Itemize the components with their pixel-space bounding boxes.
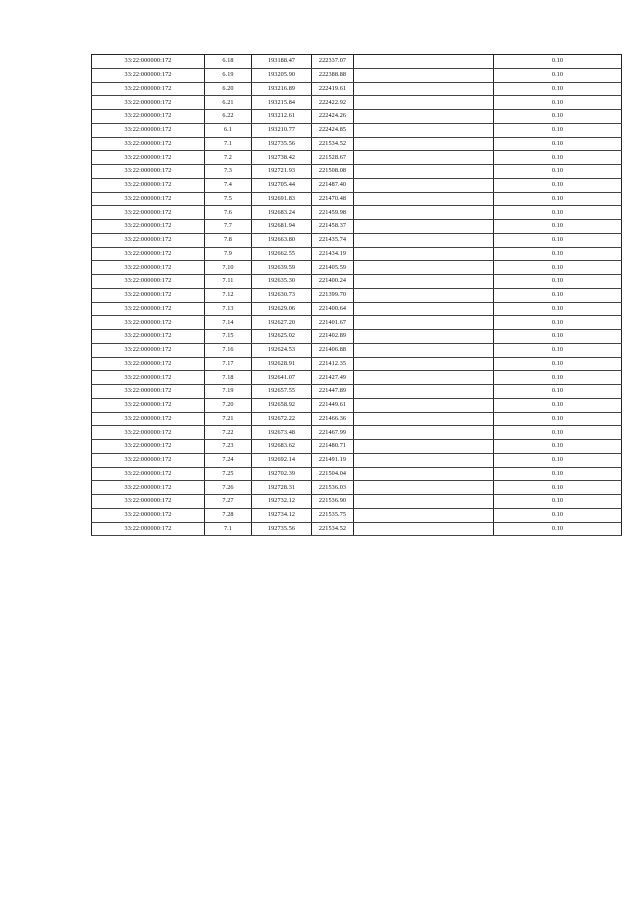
table-row — [92, 481, 622, 495]
point-number-cell: 7.16 — [205, 343, 252, 357]
x-coordinate-cell: 192692.14 — [252, 453, 312, 467]
accuracy-value-cell: 0.10 — [494, 426, 622, 440]
point-number-cell: 7.24 — [205, 453, 252, 467]
cadastral-number-cell: 33:22:000000:172 — [92, 288, 205, 302]
empty-cell — [354, 151, 494, 165]
point-number-cell: 6.21 — [205, 96, 252, 110]
table-row — [92, 233, 622, 247]
y-coordinate-cell: 221434.19 — [312, 247, 354, 261]
empty-cell — [354, 522, 494, 536]
empty-cell — [354, 467, 494, 481]
cadastral-number-cell: 33:22:000000:172 — [92, 275, 205, 289]
table-row — [92, 165, 622, 179]
empty-cell — [354, 110, 494, 124]
coordinates-table — [91, 54, 622, 536]
table-row — [92, 247, 622, 261]
x-coordinate-cell: 192662.55 — [252, 247, 312, 261]
y-coordinate-cell: 221400.64 — [312, 302, 354, 316]
empty-cell — [354, 316, 494, 330]
accuracy-value-cell: 0.10 — [494, 206, 622, 220]
table-row — [92, 453, 622, 467]
x-coordinate-cell: 192641.07 — [252, 371, 312, 385]
point-number-cell: 7.1 — [205, 137, 252, 151]
accuracy-value-cell: 0.10 — [494, 247, 622, 261]
cadastral-number-cell: 33:22:000000:172 — [92, 357, 205, 371]
cadastral-number-cell: 33:22:000000:172 — [92, 123, 205, 137]
point-number-cell: 7.13 — [205, 302, 252, 316]
cadastral-number-cell: 33:22:000000:172 — [92, 206, 205, 220]
x-coordinate-cell: 192627.20 — [252, 316, 312, 330]
accuracy-value-cell: 0.10 — [494, 481, 622, 495]
table-row — [92, 426, 622, 440]
accuracy-value-cell: 0.10 — [494, 316, 622, 330]
cadastral-number-cell: 33:22:000000:172 — [92, 137, 205, 151]
y-coordinate-cell: 222424.26 — [312, 110, 354, 124]
point-number-cell: 7.17 — [205, 357, 252, 371]
point-number-cell: 6.22 — [205, 110, 252, 124]
empty-cell — [354, 343, 494, 357]
accuracy-value-cell: 0.10 — [494, 385, 622, 399]
accuracy-value-cell: 0.10 — [494, 522, 622, 536]
accuracy-value-cell: 0.10 — [494, 137, 622, 151]
x-coordinate-cell: 192630.73 — [252, 288, 312, 302]
x-coordinate-cell: 192625.02 — [252, 330, 312, 344]
cadastral-number-cell: 33:22:000000:172 — [92, 343, 205, 357]
table-row — [92, 371, 622, 385]
point-number-cell: 7.18 — [205, 371, 252, 385]
y-coordinate-cell: 221412.35 — [312, 357, 354, 371]
y-coordinate-cell: 221427.49 — [312, 371, 354, 385]
point-number-cell: 7.12 — [205, 288, 252, 302]
x-coordinate-cell: 192663.80 — [252, 233, 312, 247]
y-coordinate-cell: 222422.92 — [312, 96, 354, 110]
accuracy-value-cell: 0.10 — [494, 467, 622, 481]
table-row — [92, 495, 622, 509]
y-coordinate-cell: 222337.07 — [312, 55, 354, 69]
point-number-cell: 7.7 — [205, 220, 252, 234]
empty-cell — [354, 68, 494, 82]
x-coordinate-cell: 192738.42 — [252, 151, 312, 165]
empty-cell — [354, 371, 494, 385]
x-coordinate-cell: 192658.92 — [252, 398, 312, 412]
accuracy-value-cell: 0.10 — [494, 440, 622, 454]
point-number-cell: 7.2 — [205, 151, 252, 165]
cadastral-number-cell: 33:22:000000:172 — [92, 110, 205, 124]
cadastral-number-cell: 33:22:000000:172 — [92, 68, 205, 82]
table-row — [92, 55, 622, 69]
empty-cell — [354, 206, 494, 220]
cadastral-number-cell: 33:22:000000:172 — [92, 508, 205, 522]
table-row — [92, 398, 622, 412]
x-coordinate-cell: 192624.53 — [252, 343, 312, 357]
y-coordinate-cell: 221400.24 — [312, 275, 354, 289]
table-row — [92, 330, 622, 344]
empty-cell — [354, 220, 494, 234]
accuracy-value-cell: 0.10 — [494, 123, 622, 137]
y-coordinate-cell: 221399.70 — [312, 288, 354, 302]
table-row — [92, 343, 622, 357]
empty-cell — [354, 261, 494, 275]
accuracy-value-cell: 0.10 — [494, 343, 622, 357]
empty-cell — [354, 275, 494, 289]
cadastral-number-cell: 33:22:000000:172 — [92, 233, 205, 247]
empty-cell — [354, 398, 494, 412]
cadastral-number-cell: 33:22:000000:172 — [92, 165, 205, 179]
empty-cell — [354, 288, 494, 302]
y-coordinate-cell: 221467.99 — [312, 426, 354, 440]
x-coordinate-cell: 192702.39 — [252, 467, 312, 481]
empty-cell — [354, 96, 494, 110]
accuracy-value-cell: 0.10 — [494, 96, 622, 110]
table-row — [92, 206, 622, 220]
y-coordinate-cell: 221491.19 — [312, 453, 354, 467]
table-row — [92, 275, 622, 289]
y-coordinate-cell: 221504.04 — [312, 467, 354, 481]
empty-cell — [354, 440, 494, 454]
empty-cell — [354, 123, 494, 137]
y-coordinate-cell: 221480.71 — [312, 440, 354, 454]
y-coordinate-cell: 222388.88 — [312, 68, 354, 82]
empty-cell — [354, 82, 494, 96]
cadastral-number-cell: 33:22:000000:172 — [92, 371, 205, 385]
y-coordinate-cell: 221449.61 — [312, 398, 354, 412]
y-coordinate-cell: 221405.59 — [312, 261, 354, 275]
cadastral-number-cell: 33:22:000000:172 — [92, 55, 205, 69]
accuracy-value-cell: 0.10 — [494, 495, 622, 509]
y-coordinate-cell: 221470.48 — [312, 192, 354, 206]
point-number-cell: 7.15 — [205, 330, 252, 344]
cadastral-number-cell: 33:22:000000:172 — [92, 261, 205, 275]
point-number-cell: 7.28 — [205, 508, 252, 522]
y-coordinate-cell: 221458.37 — [312, 220, 354, 234]
accuracy-value-cell: 0.10 — [494, 288, 622, 302]
table-row — [92, 522, 622, 536]
point-number-cell: 7.22 — [205, 426, 252, 440]
cadastral-number-cell: 33:22:000000:172 — [92, 330, 205, 344]
accuracy-value-cell: 0.10 — [494, 165, 622, 179]
x-coordinate-cell: 192673.48 — [252, 426, 312, 440]
y-coordinate-cell: 221534.52 — [312, 522, 354, 536]
x-coordinate-cell: 193215.84 — [252, 96, 312, 110]
cadastral-number-cell: 33:22:000000:172 — [92, 302, 205, 316]
point-number-cell: 7.3 — [205, 165, 252, 179]
x-coordinate-cell: 192683.62 — [252, 440, 312, 454]
cadastral-number-cell: 33:22:000000:172 — [92, 481, 205, 495]
cadastral-number-cell: 33:22:000000:172 — [92, 495, 205, 509]
point-number-cell: 7.20 — [205, 398, 252, 412]
x-coordinate-cell: 193212.61 — [252, 110, 312, 124]
table-row — [92, 96, 622, 110]
y-coordinate-cell: 221528.67 — [312, 151, 354, 165]
x-coordinate-cell: 192683.24 — [252, 206, 312, 220]
point-number-cell: 7.21 — [205, 412, 252, 426]
table-row — [92, 261, 622, 275]
accuracy-value-cell: 0.10 — [494, 220, 622, 234]
accuracy-value-cell: 0.10 — [494, 398, 622, 412]
table-row — [92, 192, 622, 206]
accuracy-value-cell: 0.10 — [494, 412, 622, 426]
table-row — [92, 220, 622, 234]
empty-cell — [354, 453, 494, 467]
empty-cell — [354, 302, 494, 316]
empty-cell — [354, 192, 494, 206]
y-coordinate-cell: 222419.61 — [312, 82, 354, 96]
cadastral-number-cell: 33:22:000000:172 — [92, 192, 205, 206]
accuracy-value-cell: 0.10 — [494, 453, 622, 467]
point-number-cell: 7.10 — [205, 261, 252, 275]
coordinates-table-body — [92, 55, 622, 536]
empty-cell — [354, 247, 494, 261]
empty-cell — [354, 426, 494, 440]
point-number-cell: 7.1 — [205, 522, 252, 536]
cadastral-number-cell: 33:22:000000:172 — [92, 440, 205, 454]
cadastral-number-cell: 33:22:000000:172 — [92, 453, 205, 467]
cadastral-number-cell: 33:22:000000:172 — [92, 96, 205, 110]
empty-cell — [354, 165, 494, 179]
empty-cell — [354, 233, 494, 247]
x-coordinate-cell: 192721.93 — [252, 165, 312, 179]
accuracy-value-cell: 0.10 — [494, 330, 622, 344]
y-coordinate-cell: 222424.85 — [312, 123, 354, 137]
table-row — [92, 82, 622, 96]
point-number-cell: 7.14 — [205, 316, 252, 330]
point-number-cell: 7.8 — [205, 233, 252, 247]
cadastral-number-cell: 33:22:000000:172 — [92, 151, 205, 165]
accuracy-value-cell: 0.10 — [494, 151, 622, 165]
x-coordinate-cell: 193205.90 — [252, 68, 312, 82]
x-coordinate-cell: 192629.06 — [252, 302, 312, 316]
cadastral-number-cell: 33:22:000000:172 — [92, 82, 205, 96]
empty-cell — [354, 137, 494, 151]
y-coordinate-cell: 221534.52 — [312, 137, 354, 151]
table-row — [92, 467, 622, 481]
x-coordinate-cell: 192657.55 — [252, 385, 312, 399]
point-number-cell: 7.11 — [205, 275, 252, 289]
y-coordinate-cell: 221487.40 — [312, 178, 354, 192]
table-row — [92, 508, 622, 522]
table-row — [92, 137, 622, 151]
table-row — [92, 123, 622, 137]
x-coordinate-cell: 192734.12 — [252, 508, 312, 522]
table-row — [92, 412, 622, 426]
x-coordinate-cell: 192735.56 — [252, 137, 312, 151]
x-coordinate-cell: 192735.56 — [252, 522, 312, 536]
x-coordinate-cell: 193188.47 — [252, 55, 312, 69]
point-number-cell: 7.6 — [205, 206, 252, 220]
empty-cell — [354, 178, 494, 192]
point-number-cell: 6.18 — [205, 55, 252, 69]
y-coordinate-cell: 221535.75 — [312, 508, 354, 522]
accuracy-value-cell: 0.10 — [494, 110, 622, 124]
y-coordinate-cell: 221435.74 — [312, 233, 354, 247]
accuracy-value-cell: 0.10 — [494, 302, 622, 316]
table-row — [92, 288, 622, 302]
cadastral-number-cell: 33:22:000000:172 — [92, 385, 205, 399]
cadastral-number-cell: 33:22:000000:172 — [92, 467, 205, 481]
point-number-cell: 6.1 — [205, 123, 252, 137]
point-number-cell: 7.5 — [205, 192, 252, 206]
x-coordinate-cell: 193216.89 — [252, 82, 312, 96]
y-coordinate-cell: 221459.98 — [312, 206, 354, 220]
accuracy-value-cell: 0.10 — [494, 55, 622, 69]
x-coordinate-cell: 192732.12 — [252, 495, 312, 509]
empty-cell — [354, 495, 494, 509]
cadastral-number-cell: 33:22:000000:172 — [92, 522, 205, 536]
accuracy-value-cell: 0.10 — [494, 178, 622, 192]
table-row — [92, 110, 622, 124]
empty-cell — [354, 55, 494, 69]
y-coordinate-cell: 221508.08 — [312, 165, 354, 179]
x-coordinate-cell: 192635.30 — [252, 275, 312, 289]
y-coordinate-cell: 221402.89 — [312, 330, 354, 344]
accuracy-value-cell: 0.10 — [494, 275, 622, 289]
y-coordinate-cell: 221466.36 — [312, 412, 354, 426]
point-number-cell: 6.19 — [205, 68, 252, 82]
accuracy-value-cell: 0.10 — [494, 357, 622, 371]
cadastral-number-cell: 33:22:000000:172 — [92, 316, 205, 330]
table-row — [92, 302, 622, 316]
accuracy-value-cell: 0.10 — [494, 261, 622, 275]
cadastral-number-cell: 33:22:000000:172 — [92, 398, 205, 412]
x-coordinate-cell: 192728.31 — [252, 481, 312, 495]
point-number-cell: 7.23 — [205, 440, 252, 454]
cadastral-number-cell: 33:22:000000:172 — [92, 220, 205, 234]
point-number-cell: 7.25 — [205, 467, 252, 481]
empty-cell — [354, 508, 494, 522]
point-number-cell: 7.19 — [205, 385, 252, 399]
y-coordinate-cell: 221401.67 — [312, 316, 354, 330]
empty-cell — [354, 412, 494, 426]
table-row — [92, 316, 622, 330]
point-number-cell: 7.9 — [205, 247, 252, 261]
table-row — [92, 178, 622, 192]
x-coordinate-cell: 192681.94 — [252, 220, 312, 234]
point-number-cell: 6.20 — [205, 82, 252, 96]
x-coordinate-cell: 192705.44 — [252, 178, 312, 192]
y-coordinate-cell: 221536.03 — [312, 481, 354, 495]
accuracy-value-cell: 0.10 — [494, 233, 622, 247]
x-coordinate-cell: 192691.83 — [252, 192, 312, 206]
point-number-cell: 7.27 — [205, 495, 252, 509]
table-row — [92, 357, 622, 371]
point-number-cell: 7.26 — [205, 481, 252, 495]
accuracy-value-cell: 0.10 — [494, 371, 622, 385]
empty-cell — [354, 385, 494, 399]
x-coordinate-cell: 192639.59 — [252, 261, 312, 275]
empty-cell — [354, 357, 494, 371]
cadastral-number-cell: 33:22:000000:172 — [92, 178, 205, 192]
cadastral-number-cell: 33:22:000000:172 — [92, 247, 205, 261]
table-row — [92, 440, 622, 454]
accuracy-value-cell: 0.10 — [494, 82, 622, 96]
cadastral-number-cell: 33:22:000000:172 — [92, 426, 205, 440]
y-coordinate-cell: 221447.89 — [312, 385, 354, 399]
accuracy-value-cell: 0.10 — [494, 508, 622, 522]
cadastral-number-cell: 33:22:000000:172 — [92, 412, 205, 426]
accuracy-value-cell: 0.10 — [494, 68, 622, 82]
point-number-cell: 7.4 — [205, 178, 252, 192]
x-coordinate-cell: 192672.22 — [252, 412, 312, 426]
empty-cell — [354, 330, 494, 344]
y-coordinate-cell: 221406.88 — [312, 343, 354, 357]
accuracy-value-cell: 0.10 — [494, 192, 622, 206]
table-row — [92, 385, 622, 399]
x-coordinate-cell: 192628.91 — [252, 357, 312, 371]
table-row — [92, 151, 622, 165]
x-coordinate-cell: 193210.77 — [252, 123, 312, 137]
empty-cell — [354, 481, 494, 495]
table-row — [92, 68, 622, 82]
y-coordinate-cell: 221536.90 — [312, 495, 354, 509]
